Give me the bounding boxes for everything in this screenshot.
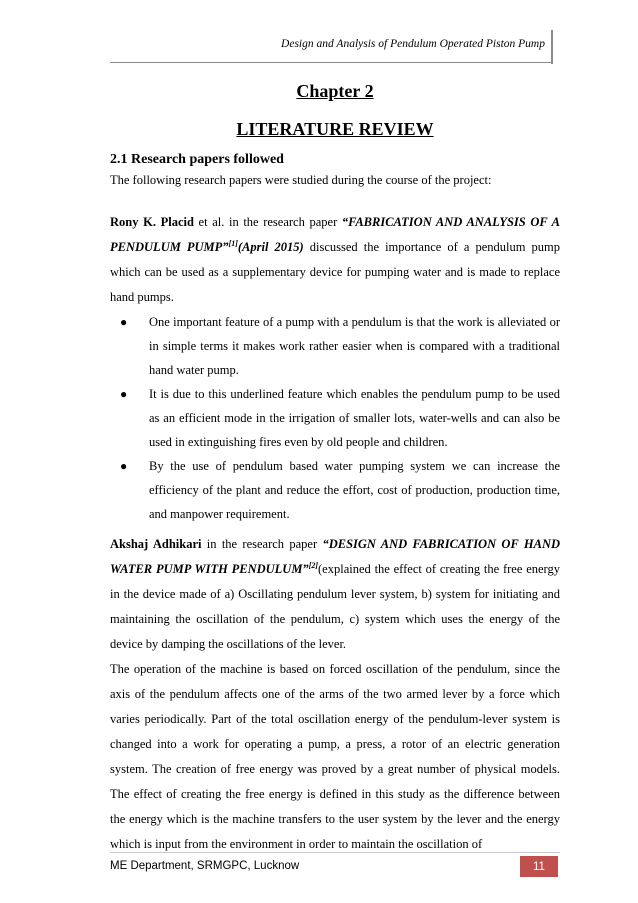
list-item [110, 310, 560, 382]
footer-department: ME Department, SRMGPC, Lucknow [110, 860, 300, 872]
bullet-text: It is due to this underlined feature which enables the pendulum pump to be used as an efficient mode in the irrigation of smaller lots, water-wells and can also be used in extinguishing fires even by old people and children. [149, 387, 560, 449]
running-header: Design and Analysis of Pendulum Operated Piston Pump [281, 38, 545, 50]
paper1-date: (April 2015) [237, 240, 304, 254]
paper2-paragraph [110, 532, 560, 657]
paper2-author: Akshaj Adhikari [110, 537, 202, 551]
list-item [110, 382, 560, 454]
spacer [110, 190, 560, 210]
paper1-lead: et al. in the research paper [193, 215, 342, 229]
bullet-text: By the use of pendulum based water pumping system we can increase the efficiency of the plant and reduce the effort, cost of production, production time, and manpower requirement. [149, 459, 560, 521]
page-content [110, 80, 560, 857]
paper2-title: “DESIGN AND FABRICATION OF HAND WATER PUMP WITH PENDULUM” [110, 537, 560, 576]
paper1-bullet-list [110, 310, 560, 526]
paper1-paragraph [110, 210, 560, 310]
chapter-title: LITERATURE REVIEW [236, 119, 434, 139]
section-intro: The following research papers were studied during the course of the project: [110, 173, 492, 187]
footer-rule [110, 852, 560, 853]
list-item [110, 454, 560, 526]
paper2-operation-paragraph: The operation of the machine is based on forced oscillation of the pendulum, since the axis of the pendulum affects one of the arms of the two armed lever by a force which varies periodically. Part of the total oscillation energy of the pendulum-lever system is changed into a work for operating a pump, a press, a rotor of an electric generation system. The creation of free energy was proved by a great number of physical models. The effect of creating the free energy is defined in this study as the difference between the energy which is the machine transfers to the user system by the lever and the energy which is input from the environment in order to maintain the oscillation of [110, 662, 560, 851]
paper2-lead: in the research paper [201, 537, 323, 551]
paper2-body: (explained the effect of creating the free energy in the device made of a) Oscillating pendulum lever system, b) system for initiating and maintaining the oscillation of the pendulum, c) system which uses the energy of the device by damping the oscillations of the lever. [110, 562, 560, 651]
bullet-icon: ● [120, 387, 128, 401]
bullet-icon: ● [120, 459, 128, 473]
paper1-author: Rony K. Placid [110, 215, 194, 229]
header-vertical-rule [551, 30, 553, 64]
paper1-title: “FABRICATION AND ANALYSIS OF A PENDULUM PUMP” [110, 215, 560, 254]
paper1-body: discussed the importance of a pendulum pump which can be used as a supplementary device for pumping water and is made to replace hand pumps. [110, 240, 560, 304]
bullet-text: One important feature of a pump with a pendulum is that the work is alleviated or in simple terms it makes work rather easier when is compared with a traditional hand water pump. [149, 315, 560, 377]
page-number-badge: 11 [520, 856, 558, 877]
paper1-ref: [1] [228, 238, 238, 248]
chapter-number: Chapter 2 [296, 81, 374, 101]
header-rule [110, 62, 553, 63]
paper2-ref: [2] [308, 560, 319, 570]
section-heading: 2.1 Research papers followed [110, 152, 284, 167]
bullet-icon: ● [120, 315, 128, 329]
